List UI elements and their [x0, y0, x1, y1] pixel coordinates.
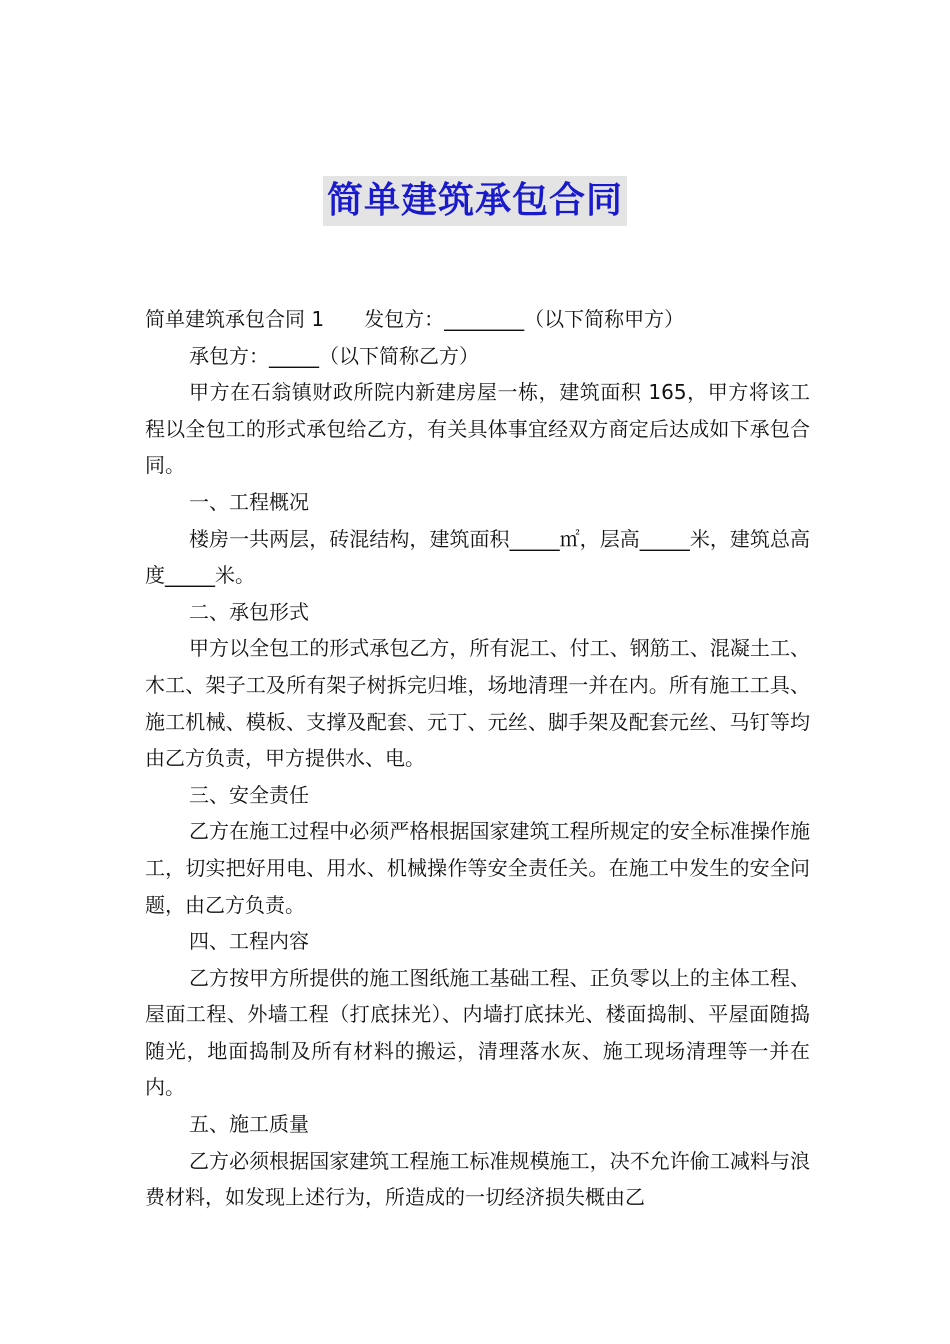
- section-heading-2: 二、承包形式: [189, 599, 309, 624]
- section-heading-1: 一、工程概况: [189, 489, 309, 514]
- contract-label: 简单建筑承包合同 1: [145, 307, 325, 331]
- document-body: [145, 301, 810, 1216]
- party-b-line: 承包方：_____（以下简称乙方）: [189, 343, 479, 368]
- section-1-paragraph: 楼房一共两层，砖混结构，建筑面积_____㎡，层高_____米，建筑总高度_____米。: [145, 526, 810, 588]
- section-heading-3: 三、安全责任: [189, 782, 309, 807]
- section-3-paragraph: 乙方在施工过程中必须严格根据国家建筑工程所规定的安全标准操作施工，切实把好用电、用水、机械操作等安全责任关。在施工中发生的安全问题，由乙方负责。: [145, 819, 810, 917]
- intro-line: [145, 301, 810, 338]
- section-4-paragraph: 乙方按甲方所提供的施工图纸施工基础工程、正负零以上的主体工程、屋面工程、外墙工程（打底抹光）、内墙打底抹光、楼面捣制、平屋面随捣随光，地面捣制及所有材料的搬运，清理落水灰、施工现场清理等一并在内。: [145, 965, 810, 1100]
- section-5-paragraph: 乙方必须根据国家建筑工程施工标准规模施工，决不允许偷工减料与浪费材料，如发现上述行为，所造成的一切经济损失概由乙: [145, 1148, 810, 1210]
- section-2-paragraph: 甲方以全包工的形式承包乙方，所有泥工、付工、钢筋工、混凝土工、木工、架子工及所有架子树拆完归堆，场地清理一并在内。所有施工工具、施工机械、模板、支撑及配套、元丁、元丝、脚手架及配套元丝、马钉等均由乙方负责，甲方提供水、电。: [145, 636, 810, 771]
- title-wrapper: [0, 176, 950, 226]
- section-heading-5: 五、施工质量: [189, 1112, 309, 1137]
- document-title: 简单建筑承包合同: [323, 176, 627, 226]
- preamble-paragraph: 甲方在石翁镇财政所院内新建房屋一栋，建筑面积 165，甲方将该工程以全包工的形式承包给乙方，有关具体事宜经双方商定后达成如下承包合同。: [145, 380, 810, 478]
- section-heading-4: 四、工程内容: [189, 929, 309, 954]
- party-a-line: 发包方：________（以下简称甲方）: [364, 307, 685, 331]
